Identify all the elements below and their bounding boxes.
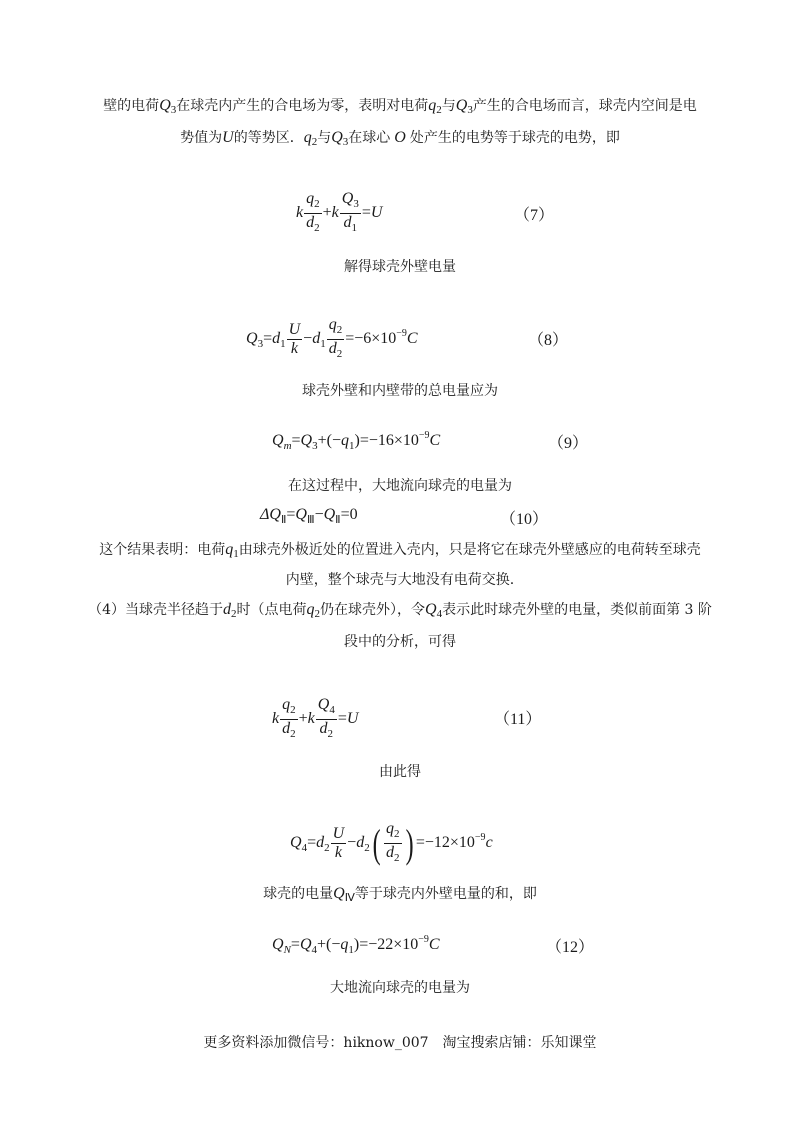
- text: 由球壳外极近处的位置进入壳内，只是将它在球壳外壁感应的电荷转至球壳: [238, 542, 701, 558]
- text-line: （4）当球壳半径趋于$d_2$时（点电荷$q_2$仍在球壳外），令$Q_4$表示此时球壳外壁的电量，类似前面第 3 阶: [88, 601, 712, 620]
- text: 时（点电荷: [236, 602, 307, 618]
- text-line: 由此得: [379, 764, 421, 780]
- equation-11: k $\frac{q_2}{d_2}$ +k $\frac{Q_4}{d_2}$ =U: [272, 696, 359, 740]
- text-line: 在这过程中，大地流向球壳的电量为: [288, 478, 512, 494]
- text: 与: [317, 130, 332, 146]
- text: 在球心: [348, 130, 391, 146]
- text-line: 球壳的电量$Q_Ⅳ$等于球壳内外壁电量的和，即: [263, 885, 537, 904]
- text: 与: [441, 98, 456, 114]
- text: 表示此时球壳外壁的电量，类似前面第 3 阶: [442, 602, 712, 618]
- text-line: 段中的分析，可得: [344, 634, 456, 650]
- equation-9: $Q_m=Q_3+(-q_1)=-16\times 10^{-9}C$: [272, 430, 441, 452]
- page-footer: 更多资料添加微信号：hiknow_007 淘宝搜索店铺：乐知课堂: [203, 1035, 597, 1051]
- text-line: 壁的电荷$Q_3$在球壳内产生的合电场为零，表明对电荷$q_2$与$Q_3$产生的合电场而言，球壳内空间是电: [103, 97, 697, 116]
- text: 势值为: [180, 130, 223, 146]
- text-line: 势值为U的等势区．$q_2$与$Q_3$在球心 O 处产生的电势等于球壳的电势，即: [180, 129, 620, 148]
- text: 在球壳内产生的合电场为零，表明对电荷: [176, 98, 429, 114]
- text: 这个结果表明：电荷: [99, 542, 226, 558]
- text-line: 这个结果表明：电荷$q_1$由球壳外极近处的位置进入壳内，只是将它在球壳外壁感应的电荷转至球壳: [99, 541, 701, 560]
- text: 壁的电荷: [103, 98, 160, 114]
- text-line: 解得球壳外壁电量: [344, 259, 456, 275]
- equation-q4: $Q_4=d_2$ $\frac{U}{k}$ $-d_2$( $\frac{q_2}{d_2}$ ) $=-12\times 10^{-9}c$: [290, 820, 493, 866]
- text: 球壳的电量: [263, 886, 334, 902]
- text: （4）当球壳半径趋于: [88, 602, 224, 618]
- text-line: 球壳外壁和内壁带的总电量应为: [302, 383, 498, 399]
- text: 处产生的电势等于球壳的电势，即: [409, 130, 620, 146]
- text-line: 内壁，整个球壳与大地没有电荷交换.: [285, 572, 515, 588]
- equation-number: （9）: [548, 435, 589, 452]
- equation-number: （7）: [514, 207, 555, 224]
- text: 等于球壳内外壁电量的和，即: [354, 886, 537, 902]
- equation-number: （10）: [500, 511, 549, 528]
- equation-number: （11）: [494, 711, 542, 728]
- text-line: 大地流向球壳的电量为: [330, 980, 470, 996]
- text: 仍在球壳外），令: [320, 602, 426, 618]
- equation-number: （12）: [546, 939, 595, 956]
- text: 的等势区．: [233, 130, 304, 146]
- equation-12: $Q_N=Q_4+(-q_1)=-22\times 10^{-9}C$: [272, 934, 440, 956]
- equation-number: （8）: [528, 332, 569, 349]
- equation-10: $\Delta Q_Ⅱ=Q_Ⅲ-Q_Ⅱ=0$: [260, 506, 358, 526]
- equation-7: k $\frac{q_2}{d_2}$ +k $\frac{Q_3}{d_1}$ =U: [296, 190, 383, 234]
- text: 产生的合电场而言，球壳内空间是电: [472, 98, 697, 114]
- equation-8: $Q_3=d_1$ $\frac{U}{k}$ $-d_1$ $\frac{q_2}{d_2}$ $=-6\times 10^{-9}C$: [246, 316, 418, 360]
